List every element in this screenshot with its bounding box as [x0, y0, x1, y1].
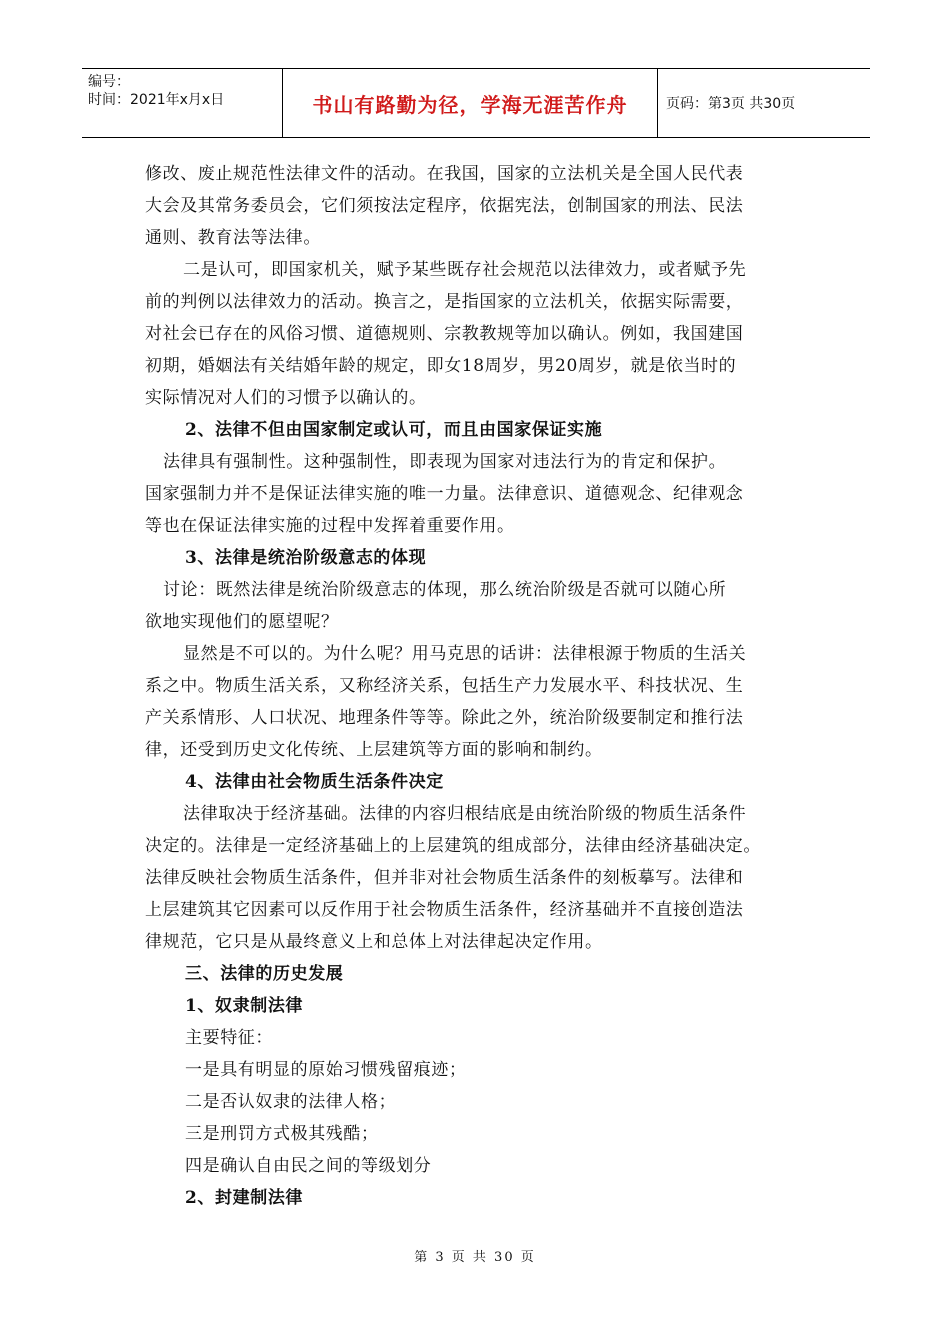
header-number-label: 编号：: [88, 74, 130, 90]
header-motto: 书山有路勤为径，学海无涯苦作舟: [282, 69, 658, 137]
heading-3: 3、法律是统治阶级意志的体现: [185, 548, 427, 568]
text-line: 决定的。法律是一定经济基础上的上层建筑的组成部分，法律由经济基础决定。: [145, 836, 761, 856]
features-label: 主要特征：: [185, 1028, 273, 1048]
text-line: 前的判例以法律效力的活动。换言之，是指国家的立法机关，依据实际需要，: [145, 292, 744, 312]
text-line: 法律反映社会物质生活条件，但并非对社会物质生活条件的刻板摹写。法律和: [145, 868, 744, 888]
feature-item: 一是具有明显的原始习惯残留痕迹；: [185, 1060, 467, 1080]
text-line: 通则、教育法等法律。: [145, 228, 321, 248]
text-line: 上层建筑其它因素可以反作用于社会物质生活条件，经济基础并不直接创造法: [145, 900, 744, 920]
text-line: 对社会已存在的风俗习惯、道德规则、宗教教规等加以确认。例如，我国建国: [145, 324, 744, 344]
text-line: 法律取决于经济基础。法律的内容归根结底是由统治阶级的物质生活条件: [183, 804, 747, 824]
document-body: [145, 158, 825, 1214]
text-line: 律，还受到历史文化传统、上层建筑等方面的影响和制约。: [145, 740, 603, 760]
text-line: 法律具有强制性。这种强制性，即表现为国家对违法行为的肯定和保护。: [163, 452, 727, 472]
header-meta: [82, 69, 282, 137]
text-line: 二是认可，即国家机关，赋予某些既存社会规范以法律效力，或者赋予先: [183, 260, 747, 280]
page-footer: 第 3 页 共 30 页: [414, 1250, 536, 1265]
text-line: 初期，婚姻法有关结婚年龄的规定，即女18周岁，男20周岁，就是依当时的: [145, 356, 737, 376]
text-line: 讨论：既然法律是统治阶级意志的体现，那么统治阶级是否就可以随心所: [163, 580, 727, 600]
text-line: 等也在保证法律实施的过程中发挥着重要作用。: [145, 516, 515, 536]
feature-item: 二是否认奴隶的法律人格；: [185, 1092, 397, 1112]
header-time-label: 时间：2021年x月x日: [88, 92, 225, 108]
text-line: 律规范，它只是从最终意义上和总体上对法律起决定作用。: [145, 932, 603, 952]
heading-2: 2、法律不但由国家制定或认可，而且由国家保证实施: [185, 420, 603, 440]
heading-4: 4、法律由社会物质生活条件决定: [185, 772, 444, 792]
text-line: 欲地实现他们的愿望呢？: [145, 612, 339, 632]
feature-item: 四是确认自由民之间的等级划分: [185, 1156, 432, 1176]
subsection-heading: 2、封建制法律: [185, 1188, 304, 1208]
header-page-info: 页码：第3页 共30页: [666, 96, 796, 112]
text-line: 修改、废止规范性法律文件的活动。在我国，国家的立法机关是全国人民代表: [145, 164, 744, 184]
subsection-heading: 1、奴隶制法律: [185, 996, 304, 1016]
text-line: 显然是不可以的。为什么呢？用马克思的话讲：法律根源于物质的生活关: [183, 644, 747, 664]
section-heading: 三、法律的历史发展: [185, 964, 344, 984]
text-line: 国家强制力并不是保证法律实施的唯一力量。法律意识、道德观念、纪律观念: [145, 484, 744, 504]
text-line: 系之中。物质生活关系，又称经济关系，包括生产力发展水平、科技状况、生: [145, 676, 744, 696]
text-line: 实际情况对人们的习惯予以确认的。: [145, 388, 427, 408]
feature-item: 三是刑罚方式极其残酷；: [185, 1124, 379, 1144]
page-header: [82, 68, 870, 138]
text-line: 产关系情形、人口状况、地理条件等等。除此之外，统治阶级要制定和推行法: [145, 708, 744, 728]
text-line: 大会及其常务委员会，它们须按法定程序，依据宪法，创制国家的刑法、民法: [145, 196, 744, 216]
